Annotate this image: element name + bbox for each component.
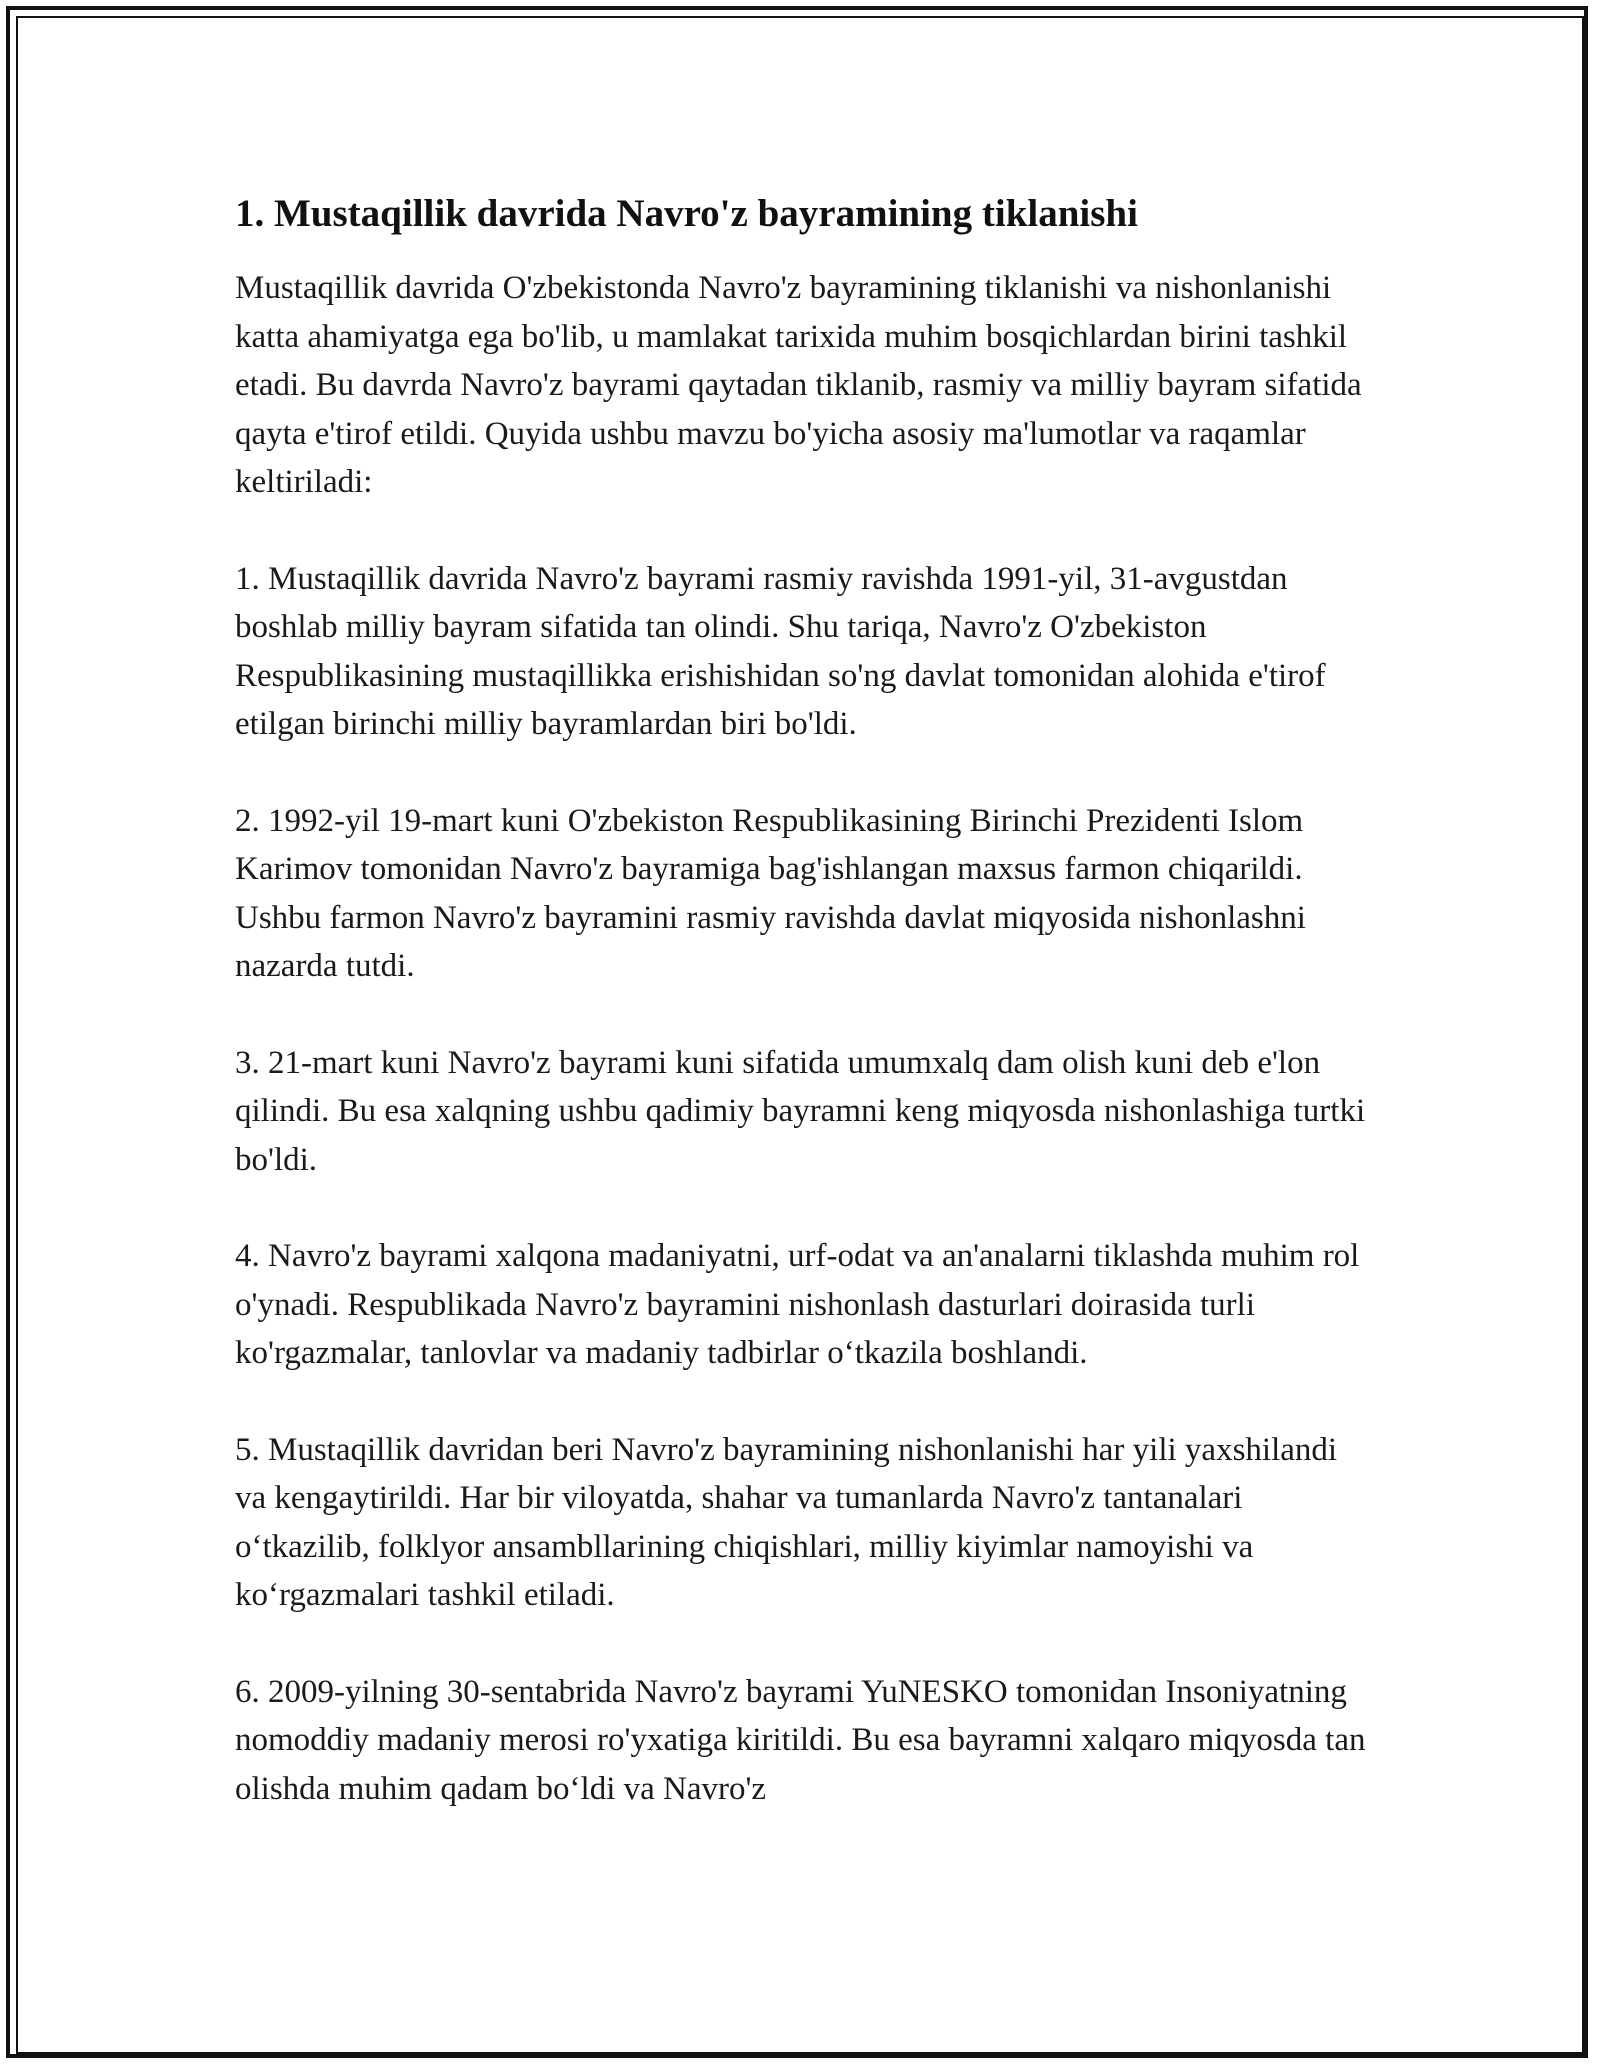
list-item-2: 2. 1992-yil 19-mart kuni O'zbekiston Respublikasining Birinchi Prezidenti Islom Karimov tomonidan Navro'z bayramiga bag'ishlangan maxsus farmon chiqarildi. Ushbu farmon Navro'z bayramini rasmiy ravishda davlat miqyosida nishonlashni nazarda tutdi.	[235, 802, 1306, 984]
list-item-1: 1. Mustaqillik davrida Navro'z bayrami rasmiy ravishda 1991-yil, 31-avgustdan boshlab milliy bayram sifatida tan olindi. Shu tariqa, Navro'z O'zbekiston Respublikasining mustaqillikka erishishidan so'ng davlat tomonidan alohida e'tirof etilgan birinchi milliy bayramlardan biri bo'ldi.	[235, 560, 1326, 742]
list-item-4: 4. Navro'z bayrami xalqona madaniyatni, urf-odat va an'analarni tiklashda muhim rol o'ynadi. Respublikada Navro'z bayramini nishonlash dasturlari doirasida turli ko'rgazmalar, tanlovlar va madaniy tadbirlar o‘tkazila boshlandi.	[235, 1238, 1360, 1371]
document-body	[235, 188, 1375, 1861]
list-item-3: 3. 21-mart kuni Navro'z bayrami kuni sifatida umumxalq dam olish kuni deb e'lon qilindi. Bu esa xalqning ushbu qadimiy bayramni keng miqyosda nishonlashiga turtki bo'ldi.	[235, 1044, 1366, 1178]
section-heading: 1. Mustaqillik davrida Navro'z bayramining tiklanishi	[235, 192, 1138, 235]
intro-paragraph: Mustaqillik davrida O'zbekistonda Navro'z bayramining tiklanishi va nishonlanishi katta ahamiyatga ega bo'lib, u mamlakat tarixida muhim bosqichlardan birini tashkil etadi. Bu davrda Navro'z bayrami qaytadan tiklanib, rasmiy va milliy bayram sifatida qayta e'tirof etildi. Quyida ushbu mavzu bo'yicha asosiy ma'lumotlar va raqamlar keltiriladi:	[235, 270, 1362, 500]
list-item-5: 5. Mustaqillik davridan beri Navro'z bayramining nishonlanishi har yili yaxshilandi va kengaytirildi. Har bir viloyatda, shahar va tumanlarda Navro'z tantanalari o‘tkazilib, folklyor ansambllarining chiqishlari, milliy kiyimlar namoyishi va ko‘rgazmalari tashkil etiladi.	[235, 1431, 1338, 1613]
list-item-6: 6. 2009-yilning 30-sentabrida Navro'z bayrami YuNESKO tomonidan Insoniyatning nomoddiy madaniy merosi ro'yxatiga kiritildi. Bu esa bayramni xalqaro miqyosda tan olishda muhim qadam bo‘ldi va Navro'z	[235, 1673, 1366, 1807]
